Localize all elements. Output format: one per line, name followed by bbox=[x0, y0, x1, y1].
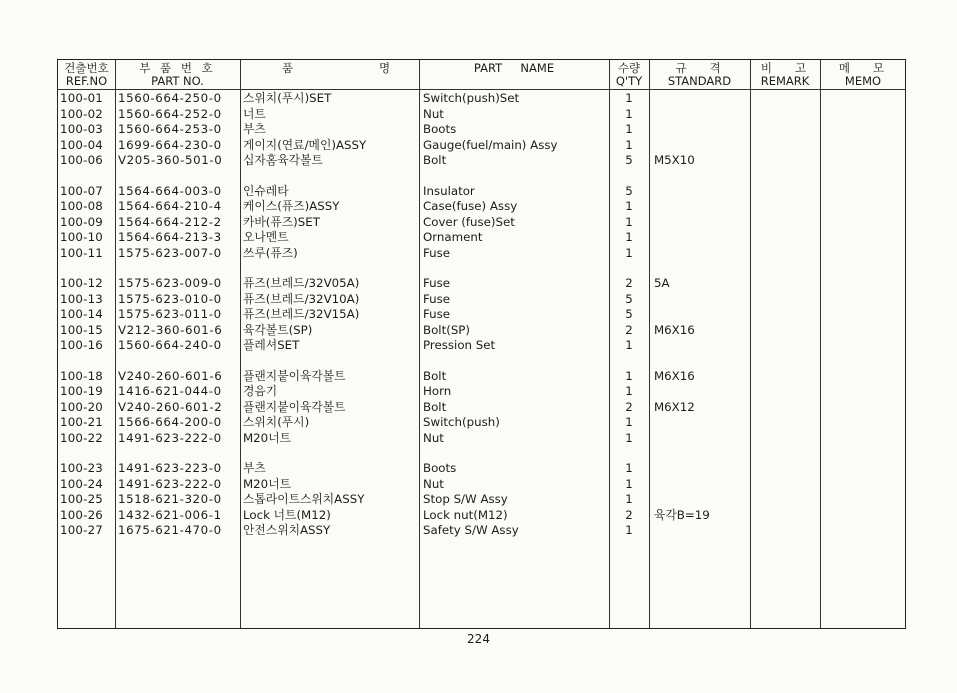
column-divider bbox=[820, 60, 821, 628]
ref-cell: 100-10 bbox=[60, 230, 103, 244]
korean-name-cell: 퓨즈(브레드/32V10A) bbox=[243, 291, 360, 306]
part-no-cell: 1560-664-240-0 bbox=[118, 338, 222, 352]
ref-cell: 100-14 bbox=[60, 307, 103, 321]
qty-cell: 1 bbox=[625, 137, 633, 152]
qty-cell: 1 bbox=[625, 368, 633, 383]
ref-cell: 100-08 bbox=[60, 199, 103, 213]
qty-cell: 1 bbox=[625, 106, 633, 121]
part-name-cell: Boots bbox=[423, 122, 457, 136]
column-divider bbox=[750, 60, 751, 628]
part-name-cell: Switch(push)Set bbox=[423, 91, 520, 105]
korean-name-cell: 퓨즈(브레드/32V05A) bbox=[243, 276, 360, 290]
part-no-cell: 1699-664-230-0 bbox=[118, 137, 222, 152]
korean-name-cell: 부츠 bbox=[243, 122, 266, 136]
part-name-cell: Fuse bbox=[423, 276, 451, 290]
korean-name-cell: 케이스(퓨즈)ASSY bbox=[243, 199, 340, 213]
ref-cell: 100-23 bbox=[60, 461, 103, 475]
part-no-cell: 1491-623-222-0 bbox=[118, 430, 222, 445]
korean-name-cell: M20너트 bbox=[243, 476, 291, 491]
ref-cell: 100-03 bbox=[60, 122, 103, 136]
header-remark: 비 고 REMARK bbox=[760, 61, 810, 88]
part-no-cell: V212-360-601-6 bbox=[118, 322, 223, 337]
part-name-cell: Insulator bbox=[423, 183, 475, 198]
qty-cell: 2 bbox=[625, 507, 633, 522]
part-no-cell: 1560-664-252-0 bbox=[118, 106, 222, 121]
ref-cell: 100-22 bbox=[60, 430, 103, 445]
ref-cell: 100-21 bbox=[60, 415, 103, 429]
ref-cell: 100-24 bbox=[60, 476, 103, 491]
part-no-cell: V240-260-601-2 bbox=[118, 399, 223, 414]
korean-name-cell: 플레셔SET bbox=[243, 338, 300, 352]
ref-cell: 100-04 bbox=[60, 137, 103, 152]
part-name-cell: Nut bbox=[423, 106, 444, 121]
part-name-cell: Fuse bbox=[423, 245, 451, 260]
qty-cell: 1 bbox=[625, 214, 633, 229]
qty-cell: 1 bbox=[625, 523, 633, 537]
korean-name-cell: M20너트 bbox=[243, 430, 291, 445]
korean-name-cell: 육각볼트(SP) bbox=[243, 322, 313, 337]
qty-cell: 1 bbox=[625, 199, 633, 213]
korean-name-cell: 스위치(푸시) bbox=[243, 415, 310, 429]
header-ref-no: 건출번호 REF.NO bbox=[64, 61, 109, 88]
part-no-cell: 1564-664-210-4 bbox=[118, 199, 222, 213]
qty-cell: 1 bbox=[625, 461, 633, 475]
header-qty: 수량 Q'TY bbox=[615, 61, 643, 88]
qty-cell: 5 bbox=[625, 153, 633, 167]
korean-name-cell: 십자홈육각볼트 bbox=[243, 153, 323, 167]
qty-cell: 1 bbox=[625, 415, 633, 429]
korean-name-cell: 너트 bbox=[243, 106, 266, 121]
ref-cell: 100-25 bbox=[60, 492, 103, 506]
korean-name-cell: 스톱라이트스위치ASSY bbox=[243, 492, 365, 506]
part-name-cell: Bolt(SP) bbox=[423, 322, 471, 337]
ref-cell: 100-20 bbox=[60, 399, 103, 414]
part-name-cell: Fuse bbox=[423, 307, 451, 321]
qty-cell: 1 bbox=[625, 430, 633, 445]
part-no-cell: 1575-623-007-0 bbox=[118, 245, 222, 260]
part-no-cell: 1564-664-212-2 bbox=[118, 214, 222, 229]
page-number: 224 bbox=[467, 632, 490, 646]
part-no-cell: 1416-621-044-0 bbox=[118, 384, 222, 398]
part-name-cell: Safety S/W Assy bbox=[423, 523, 519, 537]
qty-cell: 5 bbox=[625, 183, 633, 198]
header-part-name: PART NAME bbox=[473, 61, 555, 75]
part-name-cell: Bolt bbox=[423, 153, 447, 167]
part-no-cell: V205-360-501-0 bbox=[118, 153, 223, 167]
header-divider bbox=[58, 89, 905, 90]
part-no-cell: 1575-623-010-0 bbox=[118, 291, 222, 306]
part-name-cell: Bolt bbox=[423, 399, 447, 414]
part-name-cell: Nut bbox=[423, 430, 444, 445]
ref-cell: 100-02 bbox=[60, 106, 103, 121]
korean-name-cell: 쓰루(퓨즈) bbox=[243, 245, 298, 260]
part-no-cell: 1575-623-009-0 bbox=[118, 276, 222, 290]
qty-cell: 1 bbox=[625, 338, 633, 352]
standard-cell: 육각B=19 bbox=[654, 507, 710, 522]
part-no-cell: 1575-623-011-0 bbox=[118, 307, 222, 321]
ref-cell: 100-16 bbox=[60, 338, 103, 352]
part-no-cell: 1675-621-470-0 bbox=[118, 523, 222, 537]
korean-name-cell: 오나멘트 bbox=[243, 230, 289, 244]
column-divider bbox=[419, 60, 420, 628]
part-no-cell: 1518-621-320-0 bbox=[118, 492, 222, 506]
qty-cell: 1 bbox=[625, 476, 633, 491]
ref-cell: 100-26 bbox=[60, 507, 103, 522]
part-name-cell: Horn bbox=[423, 384, 452, 398]
part-name-cell: Lock nut(M12) bbox=[423, 507, 508, 522]
part-no-cell: 1491-623-222-0 bbox=[118, 476, 222, 491]
standard-cell: M5X10 bbox=[654, 153, 695, 167]
part-name-cell: Gauge(fuel/main) Assy bbox=[423, 137, 558, 152]
part-name-cell: Cover (fuse)Set bbox=[423, 214, 515, 229]
korean-name-cell: 플랜지붙이육각볼트 bbox=[243, 368, 346, 383]
ref-cell: 100-19 bbox=[60, 384, 103, 398]
ref-cell: 100-13 bbox=[60, 291, 103, 306]
part-name-cell: Nut bbox=[423, 476, 444, 491]
korean-name-cell: 플랜지붙이육각볼트 bbox=[243, 399, 346, 414]
standard-cell: M6X16 bbox=[654, 322, 695, 337]
part-name-cell: Switch(push) bbox=[423, 415, 500, 429]
qty-cell: 1 bbox=[625, 230, 633, 244]
header-memo: 메 모 MEMO bbox=[838, 61, 888, 88]
part-no-cell: 1564-664-213-3 bbox=[118, 230, 222, 244]
ref-cell: 100-06 bbox=[60, 153, 103, 167]
part-no-cell: V240-260-601-6 bbox=[118, 368, 223, 383]
korean-name-cell: 퓨즈(브레드/32V15A) bbox=[243, 307, 360, 321]
ref-cell: 100-01 bbox=[60, 91, 103, 105]
part-no-cell: 1560-664-253-0 bbox=[118, 122, 222, 136]
korean-name-cell: 게이지(연료/메인)ASSY bbox=[243, 137, 367, 152]
ref-cell: 100-12 bbox=[60, 276, 103, 290]
korean-name-cell: 부츠 bbox=[243, 461, 266, 475]
qty-cell: 2 bbox=[625, 399, 633, 414]
part-no-cell: 1566-664-200-0 bbox=[118, 415, 222, 429]
part-no-cell: 1432-621-006-1 bbox=[118, 507, 222, 522]
header-standard: 규 격 STANDARD bbox=[667, 61, 732, 88]
qty-cell: 2 bbox=[625, 276, 633, 290]
part-name-cell: Pression Set bbox=[423, 338, 496, 352]
qty-cell: 1 bbox=[625, 492, 633, 506]
header-part-no: 부 품 번 호 PART NO. bbox=[139, 61, 216, 88]
standard-cell: M6X12 bbox=[654, 399, 695, 414]
korean-name-cell: 안전스위치ASSY bbox=[243, 523, 331, 537]
part-no-cell: 1491-623-223-0 bbox=[118, 461, 222, 475]
korean-name-cell: Lock 너트(M12) bbox=[243, 507, 331, 522]
part-no-cell: 1564-664-003-0 bbox=[118, 183, 222, 198]
ref-cell: 100-15 bbox=[60, 322, 103, 337]
column-divider bbox=[115, 60, 116, 628]
column-divider bbox=[240, 60, 241, 628]
ref-cell: 100-07 bbox=[60, 183, 103, 198]
standard-cell: M6X16 bbox=[654, 368, 695, 383]
korean-name-cell: 인슈레타 bbox=[243, 183, 289, 198]
column-divider bbox=[649, 60, 650, 628]
part-name-cell: Case(fuse) Assy bbox=[423, 199, 518, 213]
qty-cell: 2 bbox=[625, 322, 633, 337]
qty-cell: 1 bbox=[625, 384, 633, 398]
qty-cell: 1 bbox=[625, 122, 633, 136]
part-name-cell: Boots bbox=[423, 461, 457, 475]
qty-cell: 5 bbox=[625, 307, 633, 321]
korean-name-cell: 경음기 bbox=[243, 384, 278, 398]
standard-cell: 5A bbox=[654, 276, 670, 290]
header-name-ko-1: 품 bbox=[282, 61, 294, 75]
parts-table bbox=[57, 59, 906, 629]
ref-cell: 100-11 bbox=[60, 245, 103, 260]
ref-cell: 100-18 bbox=[60, 368, 103, 383]
korean-name-cell: 카바(퓨즈)SET bbox=[243, 214, 320, 229]
part-no-cell: 1560-664-250-0 bbox=[118, 91, 222, 105]
ref-cell: 100-09 bbox=[60, 214, 103, 229]
qty-cell: 5 bbox=[625, 291, 633, 306]
qty-cell: 1 bbox=[625, 91, 633, 105]
part-name-cell: Ornament bbox=[423, 230, 483, 244]
part-name-cell: Bolt bbox=[423, 368, 447, 383]
part-name-cell: Stop S/W Assy bbox=[423, 492, 508, 506]
korean-name-cell: 스위치(푸시)SET bbox=[243, 91, 332, 105]
qty-cell: 1 bbox=[625, 245, 633, 260]
header-name-ko-2: 명 bbox=[379, 61, 391, 75]
ref-cell: 100-27 bbox=[60, 523, 103, 537]
part-name-cell: Fuse bbox=[423, 291, 451, 306]
